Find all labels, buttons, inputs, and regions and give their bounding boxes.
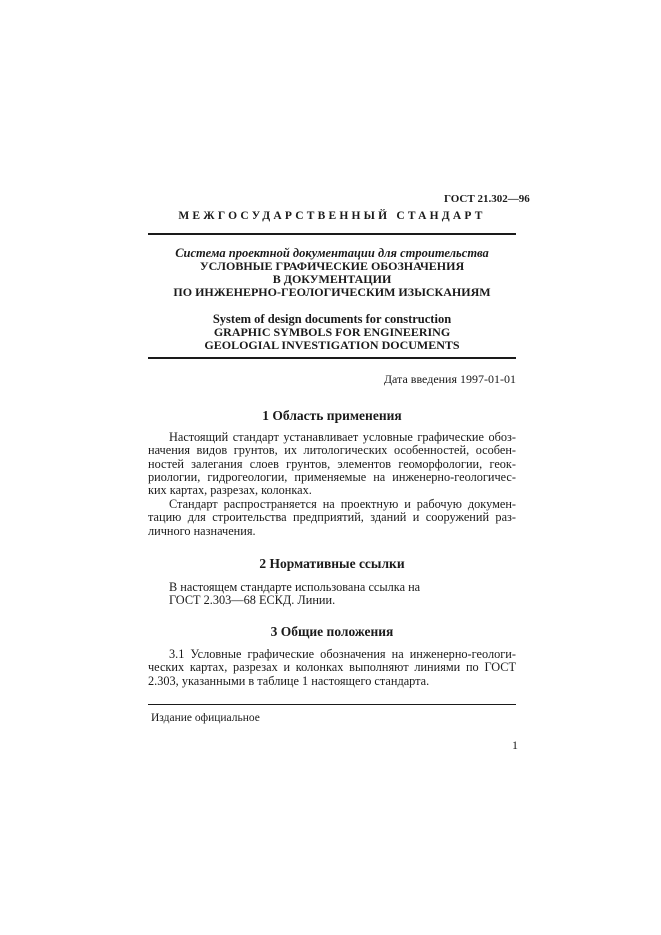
text-line: ГОСТ 2.303—68 ЕСКД. Линии. — [169, 593, 336, 608]
section-title: 1 Область применения — [262, 408, 402, 423]
title-ru-line: УСЛОВНЫЕ ГРАФИЧЕСКИЕ ОБОЗНАЧЕНИЯ — [199, 259, 465, 273]
text-line: Настоящий стандарт устанавливает условные графические обоз- — [169, 430, 516, 444]
title-en-line: GEOLOGIAL INVESTIGATION DOCUMENTS — [204, 338, 460, 352]
text-line: Стандарт распространяется на проектную и рабочую докумен- — [169, 497, 516, 511]
title-ru — [148, 246, 516, 299]
title-en-system: System of design documents for construction — [212, 312, 452, 326]
text-line: ческих картах, разрезах и колонках выполняют линиями по ГОСТ — [148, 660, 516, 675]
paragraph — [148, 581, 516, 608]
paragraph — [148, 648, 516, 688]
text-line: 3.1 Условные графические обозначения на инженерно-геологи- — [169, 647, 516, 661]
text-line: тацию для строительства предприятий, зданий и сооружений раз- — [148, 510, 516, 525]
paragraph — [148, 431, 516, 497]
text-line: В настоящем стандарте использована ссылка на — [169, 580, 421, 594]
title-ru-line: ПО ИНЖЕНЕРНО-ГЕОЛОГИЧЕСКИМ ИЗЫСКАНИЯМ — [173, 285, 491, 299]
introduction-date: Дата введения 1997-01-01 — [383, 372, 516, 386]
text-line: ких картах, разрезах, колонках. — [148, 483, 312, 498]
footer-rule — [148, 704, 516, 705]
document-code: ГОСТ 21.302—96 — [444, 193, 530, 205]
paragraph — [148, 498, 516, 538]
section-title: 3 Общие положения — [270, 624, 394, 639]
standard-type-heading: МЕЖГОСУДАРСТВЕННЫЙ СТАНДАРТ — [178, 210, 486, 222]
page-number: 1 — [512, 738, 518, 752]
title-ru-line: В ДОКУМЕНТАЦИИ — [272, 272, 392, 286]
header-rule-top — [148, 233, 516, 235]
section-title: 2 Нормативные ссылки — [259, 556, 405, 571]
text-line: ностей залегания слоев грунтов, элементов геоморфологии, геок- — [148, 456, 516, 471]
header-rule-bottom — [148, 357, 516, 359]
title-en-line: GRAPHIC SYMBOLS FOR ENGINEERING — [213, 325, 451, 339]
title-ru-system: Система проектной документации для строительства — [175, 246, 489, 260]
text-line: личного назначения. — [148, 523, 256, 538]
title-en — [148, 312, 516, 352]
text-line: риологии, гидрогеологии, применяемые на инженерно-геологичес- — [148, 469, 516, 484]
text-line: 2.303, указанными в таблице 1 настоящего стандарта. — [148, 673, 430, 688]
text-line: начения видов грунтов, их литологических особенностей, особен- — [148, 443, 516, 458]
edition-label: Издание официальное — [151, 712, 260, 724]
